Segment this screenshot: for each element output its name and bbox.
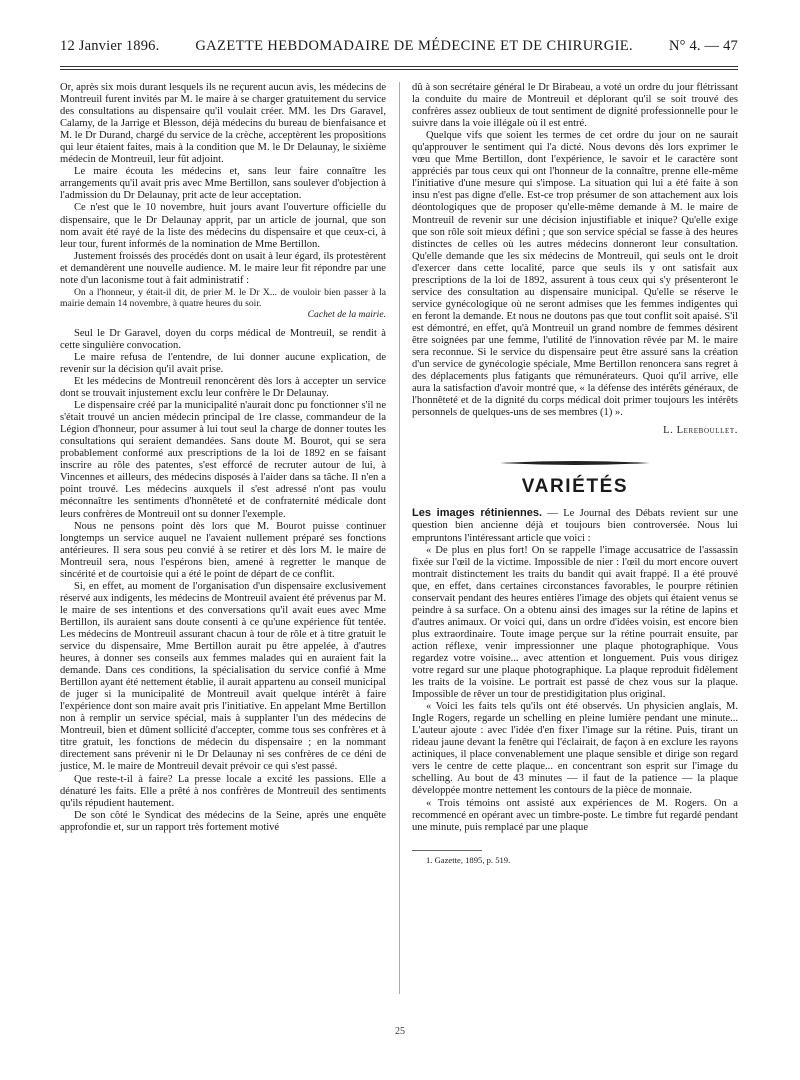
paragraph: Si, en effet, au moment de l'organisation d'un dispensaire exclusivement réservé aux indigents, les médecins de Montreuil avaient été prévenus par M. le maire de ses intentions et des conversations qu'il avait eues avec Mme Bertillon, ils auraient sans doute consenti à ce qu'une expérience fût tentée. Les médecins de Montreuil assurant chacun à tour de rôle et à titre gratuit le service du dispensaire, Mme Bertillon aurait pu être appelée, à d'autres heures, à donner ses conseils aux femmes malades qui en auraient fait la demande. Dans ces conditions, la spécialisation du service confié à Mme Bertillon ayant été nettement établie, il aurait appartenu au conseil municipal de juger si la municipalité de Montreuil avait quelque intérêt à faire l'expérience dont son maire avait pris l'initiative. En appelant Mme Bertillon non à remplir un service spécial, mais à supplanter l'un des médecins de Montreuil, bien et dûment sollicité d'accepter, comme tous ses confrères et à titre gratuit, les fonctions de médecin du dispensaire ; en la nommant directement sans prévenir ni le Dr Delaunay ni ses confrères de ce déni de justice, M. le maire de Montreuil devait prévoir ce qui s'est passé. xyxy=(60,580,386,773)
header-date: 12 Janvier 1896. xyxy=(60,38,160,54)
running-header xyxy=(60,38,738,62)
paragraph: Le maire refusa de l'entendre, de lui donner aucune explication, de revenir sur la décision qu'il avait prise. xyxy=(60,351,386,375)
paragraph: De son côté le Syndicat des médecins de la Seine, après une enquête approfondie et, sur un rapport très fortement motivé xyxy=(60,809,386,833)
section-title: VARIÉTÉS xyxy=(521,476,629,498)
header-rule-bottom xyxy=(60,69,738,70)
paragraph: « Voici les faits tels qu'ils ont été observés. Un physicien anglais, M. Ingle Rogers, regarde un schelling en pleine lumière pendant une minute... L'auteur ajoute : avec l'idée d'en fixer l'image sur la rétine. Puis, tirant un rideau jaune devant la fenêtre qui l'éclairait, de façon à en exclure les rayons actiniques, il place convenablement une plaque sensible et dirige son regard vers le centre de cette plaque... en concentrant son esprit sur l'image du schelling. Au bout de 43 minutes — il faut de la patience — la plaque développée montre nettement les contours de la pièce de monnaie. xyxy=(412,701,738,797)
paragraph: Or, après six mois durant lesquels ils ne reçurent aucun avis, les médecins de Montreuil furent invités par M. le maire à se charger gratuitement du service des consultations au dispensaire qu'il voulait créer. MM. les Drs Garavel, Calamy, de la Jarrige et Blesson, déjà médecins du bureau de bienfaisance et M. le Dr Durand, chargé du service de la crèche, acceptèrent les propositions qui leur étaient faites, mais à la condition que M. le Dr Delaunay, le sixième médecin de Montreuil, leur fût adjoint. xyxy=(60,82,386,166)
folio: 25 xyxy=(395,1026,405,1037)
ornament-divider xyxy=(412,459,738,467)
paragraph: Le maire écouta les médecins et, sans leur faire connaître les arrangements qu'il avait pris avec Mme Bertillon, sans soulever d'objection à l'admission du Dr Delaunay, prit acte de leur acceptation. xyxy=(60,166,386,202)
article-intro xyxy=(412,507,738,544)
paragraph: Et les médecins de Montreuil renoncèrent dès lors à accepter un service dont se trouvait injustement exclu leur confrère le Dr Delaunay. xyxy=(60,375,386,400)
issue-page-number: N° 4. — 47 xyxy=(668,38,738,54)
footnote-rule xyxy=(412,850,482,851)
article-run-head: Les images rétiniennes. xyxy=(412,507,543,520)
paragraph: Nous ne pensons point dès lors que M. Bourot puisse continuer longtemps un service auquel ne l'avaient nullement préparé ses fonctions antérieures. Il sera sous peu convié à se retirer et dès lors M. le maire de Montreuil sera, nous l'espérons bien, amené à regretter le manque de sincérité et de courtoisie qui a été le point de départ de ce conflit. xyxy=(60,520,386,580)
right-column xyxy=(412,82,738,865)
paragraph: Ce n'est que le 10 novembre, huit jours avant l'ouverture officielle du dispensaire, que le Dr Delaunay apprit, par un article de journal, que son nom avait été rayé de la liste des médecins du dispensaire et que ceux-ci, à leur tour, furent informés de la nomination de Mme Bertillon. xyxy=(60,202,386,250)
journal-title: GAZETTE HEBDOMADAIRE DE MÉDECINE ET DE CHIRURGIE. xyxy=(195,38,634,54)
header-rule-top xyxy=(60,66,738,67)
paragraph: Quelque vifs que soient les termes de cet ordre du jour on ne saurait qu'approuver le sentiment qui l'a dicté. Nous devons dès lors exprimer le vœu que Mme Bertillon, dont l'expérience, le savoir et le caractère sont appréciés par tous ceux qui ont l'honneur de la connaître, prenne elle-même l'initiative d'une mesure qui s'impose. La situation qui lui a été faite à son insu n'est pas digne d'elle. Est-ce trop présumer de son attachement aux lois déontologiques que de proposer qu'elle-même demande à M. le maire de Montreuil de revenir sur une décision injustifiable et inique? Qu'elle exige que son rôle soit mieux défini ; que son service spécial se fasse à des heures distinctes de celles où les autres médecins donneront leur consultation. Qu'elle demande que les six médecins de Montreuil, qui seuls ont le droit d'exercer dans cette localité, parce que seuls ils y ont satisfait aux prescriptions de la loi de 1892, assurent à tous ceux qui s'y présenteront le service des consultation au dispensaire municipal. Qu'elle se réserve le service gynécologique où ne seront admises que les femmes indigentes qui en feront la demande. Et nous ne doutons pas que tout conflit soit apaisé. S'il est démontré, en effet, qu'à Montreuil un grand nombre de femmes désirent être soignées par une femme, l'utilité de l'innovation rêvée par M. le maire sera reconnue. Si le service du dispensaire peut être assuré sans la création d'un service de gynécologie spéciale, Mme Bertillon renoncera sans regret à des déplacements plus fatigants que rémunérateurs. Quoi qu'il arrive, elle aura la satisfaction d'avoir montré que, « la défense des intérêts généraux, de l'honnêteté et de la dignité du corps médical doit primer toujours les intérêts personnels de quelques-uns de ses membres (1) ». xyxy=(412,130,738,419)
column-divider xyxy=(399,82,400,994)
quoted-notice: On a l'honneur, y était-il dit, de prier M. le Dr X... de vouloir bien passer à la mairie demain 14 novembre, à quatre heures du soir. xyxy=(60,286,386,309)
paragraph: dû à son secrétaire général le Dr Birabeau, a voté un ordre du jour flétrissant la conduite du maire de Montreuil et déplorant qu'il se soit trouvé des confrères assez oublieux de tout sentiment de dignité professionnelle pour le suivre dans la voie illégale où il est entré. xyxy=(412,82,738,130)
article-intro-text: — Le Journal des Débats revient sur une question bien ancienne déjà et toujours bien controversée. Nous lui empruntons l'intéressant article que voici : xyxy=(412,508,738,544)
paragraph: « Trois témoins ont assisté aux expériences de M. Rogers. On a recommencé en opérant avec un timbre-poste. Le timbre fut regardé pendant une minute, puis remplacé par une plaque xyxy=(412,797,738,833)
paragraph: Que reste-t-il à faire? La presse locale a excité les passions. Elle a dénaturé les faits. Elle a prêté à nos confrères de Montreuil des sentiments qu'ils répudient hautement. xyxy=(60,773,386,809)
author-signature: L. Lereboullet. xyxy=(663,425,738,437)
quote-signature: Cachet de la mairie. xyxy=(307,308,386,320)
left-column xyxy=(60,82,386,834)
paragraph: Justement froissés des procédés dont on usait à leur égard, ils protestèrent et demandèrent une nouvelle audience. M. le maire leur fit répondre par une note d'un laconisme tout à fait administratif : xyxy=(60,250,386,286)
footnote: 1. Gazette, 1895, p. 519. xyxy=(426,854,511,865)
paragraph: « De plus en plus fort! On se rappelle l'image accusatrice de l'assassin fixée sur l'œil de la victime. Impossible de nier : l'œil du mort encore ouvert montrait distinctement les traits du bandit qui avait frappé. Il a été prouvé que, en effet, dans certaines circonstances favorables, le pourpre rétinien conservait pendant des heures entières l'image des objets qui étaient venus se peindre à sa surface. On a obtenu ainsi des images sur la rétine de lapins et d'autres animaux. Or voici qui, dans un ordre d'idées voisin, est encore bien plus extraordinaire. Toute image perçue sur la rétine pourrait ensuite, par action réflexe, venir impressionner une plaque photographique. Vous regardez votre voisine... avec attention et longuement. Puis vous dirigez votre regard sur une plaque photographique. La plaque reproduit fidèlement les traits de la voisine. Le portrait est passé de chez vous sur la plaque. Impossible de rêver un tour de prestidigitation plus original. xyxy=(412,544,738,701)
ornament-rule-icon xyxy=(500,459,650,467)
paragraph: Seul le Dr Garavel, doyen du corps médical de Montreuil, se rendit à cette singulière convocation. xyxy=(60,327,386,351)
paragraph: Le dispensaire créé par la municipalité n'aurait donc pu fonctionner s'il ne s'était trouvé un ancien médecin principal de 1re classe, commandeur de la Légion d'honneur, pour assumer à lui tout seul la charge de donner toutes les consultations qui seraient demandées. Sans doute M. Bourot, qui se sera probablement conformé aux prescriptions de la loi de 1892 en se faisant inscrire au rôle des patentes, s'est efforcé de recruter autour de lui, à Vincennes et ailleurs, des médecins disposés à l'aider dans sa tâche. Il n'en a point trouvé. Les médecins auxquels il s'est adressé n'ont pas voulu méconnaître les sentiments d'honnêteté et de confraternité médicale dont leurs confrères de Montreuil ont su donner l'exemple. xyxy=(60,400,386,520)
